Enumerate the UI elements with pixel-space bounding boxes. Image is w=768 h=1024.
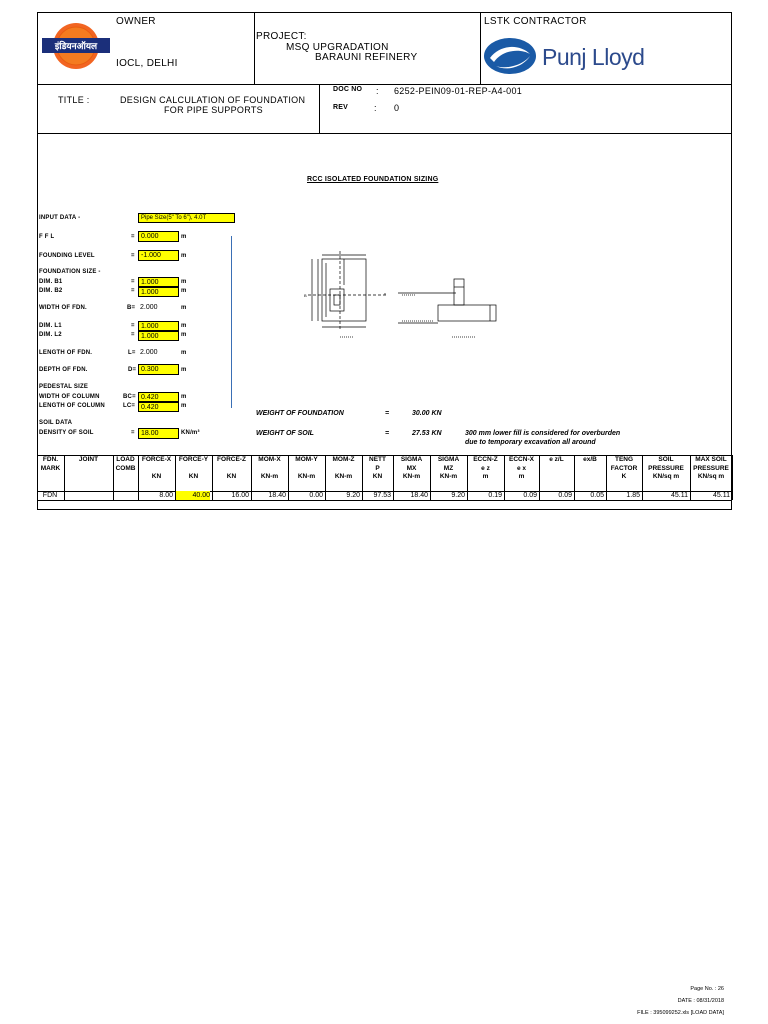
separator-line xyxy=(231,236,232,408)
input-data-label: INPUT DATA - xyxy=(39,215,81,221)
weight-soil-value: 27.53 KN xyxy=(412,430,442,437)
width-fdn-unit: m xyxy=(181,305,187,311)
depth-fdn-unit: m xyxy=(181,367,187,373)
table-header-cell: ex/B xyxy=(583,456,597,463)
table-header-cell: MZ xyxy=(443,464,454,472)
density-unit: KN/m³ xyxy=(181,430,200,436)
dim-l2-unit: m xyxy=(181,332,187,338)
table-header-cell: e x xyxy=(516,464,527,472)
table-header-cell: KN-m xyxy=(297,473,316,480)
table-header-cell: MAX SOIL xyxy=(695,456,727,463)
table-header-cell: SOIL xyxy=(658,456,674,463)
col-width-unit: m xyxy=(181,394,187,400)
table-header-cell: m xyxy=(518,473,525,480)
table-header-cell: SIGMA xyxy=(400,456,423,463)
col-width-sym: BC= xyxy=(123,394,136,400)
title-label: TITLE : xyxy=(58,95,90,105)
founding-eq: = xyxy=(131,253,135,259)
foundation-size-label: FOUNDATION SIZE - xyxy=(39,269,101,275)
table-header-cell: KN-m xyxy=(334,473,353,480)
col-length-label: LENGTH OF COLUMN xyxy=(39,403,105,409)
weight-soil-label: WEIGHT OF SOIL xyxy=(256,430,314,437)
table-row-cell: FDN xyxy=(42,492,58,499)
depth-fdn-input[interactable]: 0.300 xyxy=(138,364,179,375)
header-divider-1 xyxy=(254,12,255,84)
col-length-sym: LC= xyxy=(123,403,136,409)
iocl-logo xyxy=(40,22,112,70)
section-title: RCC ISOLATED FOUNDATION SIZING xyxy=(307,176,439,183)
project-line2: BARAUNI REFINERY xyxy=(315,52,418,63)
punj-lloyd-logo-icon xyxy=(482,36,538,76)
table-row-cell: 0.09 xyxy=(558,492,572,499)
header-divider-2 xyxy=(480,12,481,84)
overburden-note-line1: 300 mm lower fill is considered for overburden xyxy=(465,430,621,437)
table-header-cell: SIGMA xyxy=(437,456,460,463)
dim-b2-eq: = xyxy=(131,288,135,294)
table-header-cell: LOAD xyxy=(116,456,135,463)
table-row-cell: 1.85 xyxy=(626,492,640,499)
table-header-cell: KN/sq m xyxy=(697,473,725,480)
table-header-cell: KN xyxy=(226,473,237,480)
pedestal-size-label: PEDESTAL SIZE xyxy=(39,384,89,390)
iocl-logo-text: इंडियनऑयल xyxy=(54,42,98,52)
table-header-cell: e z/L xyxy=(549,456,564,463)
table-header-cell: PRESSURE xyxy=(648,464,684,472)
overburden-note-line2: due to temporary excavation all around xyxy=(465,439,596,446)
ffl-eq: = xyxy=(131,234,135,240)
table-header-cell: COMB xyxy=(115,464,136,472)
table-row-cell: 45.11 xyxy=(671,492,688,499)
table-header-cell: KN xyxy=(188,473,199,480)
dim-l1-eq: = xyxy=(131,323,135,329)
table-header-cell: e z xyxy=(481,464,490,472)
founding-level-input[interactable]: -1.000 xyxy=(138,250,179,261)
weight-foundation-eq: = xyxy=(385,410,390,417)
owner-label: OWNER xyxy=(116,16,156,27)
table-header-cell: KN-m xyxy=(402,473,421,480)
table-header-cell: JOINT xyxy=(78,456,99,463)
dim-b1-unit: m xyxy=(181,279,187,285)
table-header-cell: P xyxy=(375,464,380,472)
table-header-cell: TENG xyxy=(614,456,634,463)
col-width-input[interactable]: 0.420 xyxy=(138,392,179,402)
table-row-cell: 40.00 xyxy=(176,491,210,500)
table-row-cell: 0.05 xyxy=(590,492,604,499)
table-header-cell: FDN. xyxy=(42,456,59,463)
doc-no-label: DOC NO xyxy=(333,86,363,93)
print-date: DATE : 08/31/2018 xyxy=(677,998,724,1004)
svg-text:x: x xyxy=(384,291,386,296)
table-header-cell: FORCE-X xyxy=(141,456,172,463)
table-header-cell: MOM-X xyxy=(258,456,281,463)
contractor-name: Punj Lloyd xyxy=(542,44,645,70)
page-number: Page No. : 26 xyxy=(690,986,724,992)
dim-l1-unit: m xyxy=(181,323,187,329)
table-header-cell: KN-m xyxy=(439,473,458,480)
weight-soil-eq: = xyxy=(385,430,390,437)
table-row-cell: 16.00 xyxy=(231,492,249,499)
table-row-cell: 18.40 xyxy=(410,492,428,499)
title-line1: DESIGN CALCULATION OF FOUNDATION xyxy=(120,95,306,105)
width-fdn-label: WIDTH OF FDN. xyxy=(39,305,87,311)
table-row-cell: 0.09 xyxy=(523,492,537,499)
table-header-cell: KN xyxy=(372,473,383,480)
ffl-label: F F L xyxy=(39,234,55,240)
input-data-value[interactable]: Pipe Size(5" To 6"), 4.0T xyxy=(138,213,235,223)
table-row-cell: 8.00 xyxy=(159,492,173,499)
table-header-cell: ECCN-X xyxy=(509,456,534,463)
title-line2: FOR PIPE SUPPORTS xyxy=(164,105,263,115)
table-row-cell: 0.00 xyxy=(309,492,323,499)
table-header-cell: NETT xyxy=(369,456,386,463)
header-rule xyxy=(37,84,732,85)
depth-fdn-sym: D= xyxy=(128,367,137,373)
table-header-cell: K xyxy=(621,473,627,480)
table-header-cell: m xyxy=(482,473,489,480)
density-eq: = xyxy=(131,430,135,436)
length-fdn-unit: m xyxy=(181,350,187,356)
dim-b2-label: DIM. B2 xyxy=(39,288,63,294)
table-header-cell: KN/sq m xyxy=(652,473,680,480)
dim-l1-input[interactable]: 1.000 xyxy=(138,321,179,331)
doc-no-colon: : xyxy=(376,86,379,96)
table-header-cell: MOM-Y xyxy=(295,456,318,463)
foundation-sketch xyxy=(298,245,503,345)
table-header-cell: MOM-Z xyxy=(332,456,355,463)
table-row-cell: 0.19 xyxy=(488,492,502,499)
dim-b2-input[interactable]: 1.000 xyxy=(138,287,179,297)
dim-l2-input[interactable]: 1.000 xyxy=(138,331,179,341)
weight-foundation-label: WEIGHT OF FOUNDATION xyxy=(256,410,344,417)
table-header-cell: PRESSURE xyxy=(693,464,729,472)
length-fdn-value: 2.000 xyxy=(140,349,158,356)
table-row-cell: 45.11 xyxy=(713,492,730,499)
weight-foundation-value: 30.00 KN xyxy=(412,410,442,417)
rev-colon: : xyxy=(374,103,377,113)
dim-b1-input[interactable]: 1.000 xyxy=(138,277,179,287)
width-fdn-value: 2.000 xyxy=(140,304,158,311)
length-fdn-label: LENGTH OF FDN. xyxy=(39,350,93,356)
title-divider xyxy=(319,84,320,133)
col-length-input[interactable]: 0.420 xyxy=(138,402,179,412)
rev-label: REV xyxy=(333,104,348,111)
table-row-cell: 97.53 xyxy=(373,492,391,499)
title-rule xyxy=(37,133,732,134)
owner-name: IOCL, DELHI xyxy=(116,58,178,69)
rev-value: 0 xyxy=(394,103,400,113)
table-header-cell: KN xyxy=(151,473,162,480)
table-header-cell: FORCE-Z xyxy=(217,456,246,463)
table-row-cell: 18.40 xyxy=(268,492,286,499)
founding-unit: m xyxy=(181,253,187,259)
soil-data-label: SOIL DATA xyxy=(39,420,73,426)
dim-l1-label: DIM. L1 xyxy=(39,323,62,329)
density-soil-input[interactable]: 18.00 xyxy=(138,428,179,439)
doc-no-value: 6252-PEIN09-01-REP-A4-001 xyxy=(394,86,523,96)
table-header-cell: FORCE-Y xyxy=(178,456,209,463)
project-line1: MSQ UPGRADATION xyxy=(286,42,389,53)
project-label: PROJECT: xyxy=(256,31,307,42)
table-row-cell: 9.20 xyxy=(346,492,360,499)
dim-b1-eq: = xyxy=(131,279,135,285)
table-header-cell: ECCN-Z xyxy=(473,456,498,463)
col-width-label: WIDTH OF COLUMN xyxy=(39,394,100,400)
svg-text:B: B xyxy=(304,293,307,298)
table-header-cell: MX xyxy=(406,464,417,472)
file-name: FILE : 395099252.xls [LOAD DATA] xyxy=(637,1010,724,1016)
table-row-cell: 9.20 xyxy=(451,492,465,499)
col-length-unit: m xyxy=(181,403,187,409)
ffl-unit: m xyxy=(181,234,187,240)
ffl-input[interactable]: 0.000 xyxy=(138,231,179,242)
dim-l2-label: DIM. L2 xyxy=(39,332,62,338)
table-col-line xyxy=(732,455,733,500)
table-header-cell: KN-m xyxy=(260,473,279,480)
density-soil-label: DENSITY OF SOIL xyxy=(39,430,94,436)
table-header-cell: FACTOR xyxy=(610,464,638,472)
dim-l2-eq: = xyxy=(131,332,135,338)
dim-b1-label: DIM. B1 xyxy=(39,279,63,285)
table-header-cell: MARK xyxy=(40,464,61,472)
depth-fdn-label: DEPTH OF FDN. xyxy=(39,367,88,373)
founding-level-label: FOUNDING LEVEL xyxy=(39,253,95,259)
width-fdn-sym: B= xyxy=(127,305,136,311)
length-fdn-sym: L= xyxy=(128,350,136,356)
contractor-label: LSTK CONTRACTOR xyxy=(484,16,587,27)
dim-b2-unit: m xyxy=(181,288,187,294)
